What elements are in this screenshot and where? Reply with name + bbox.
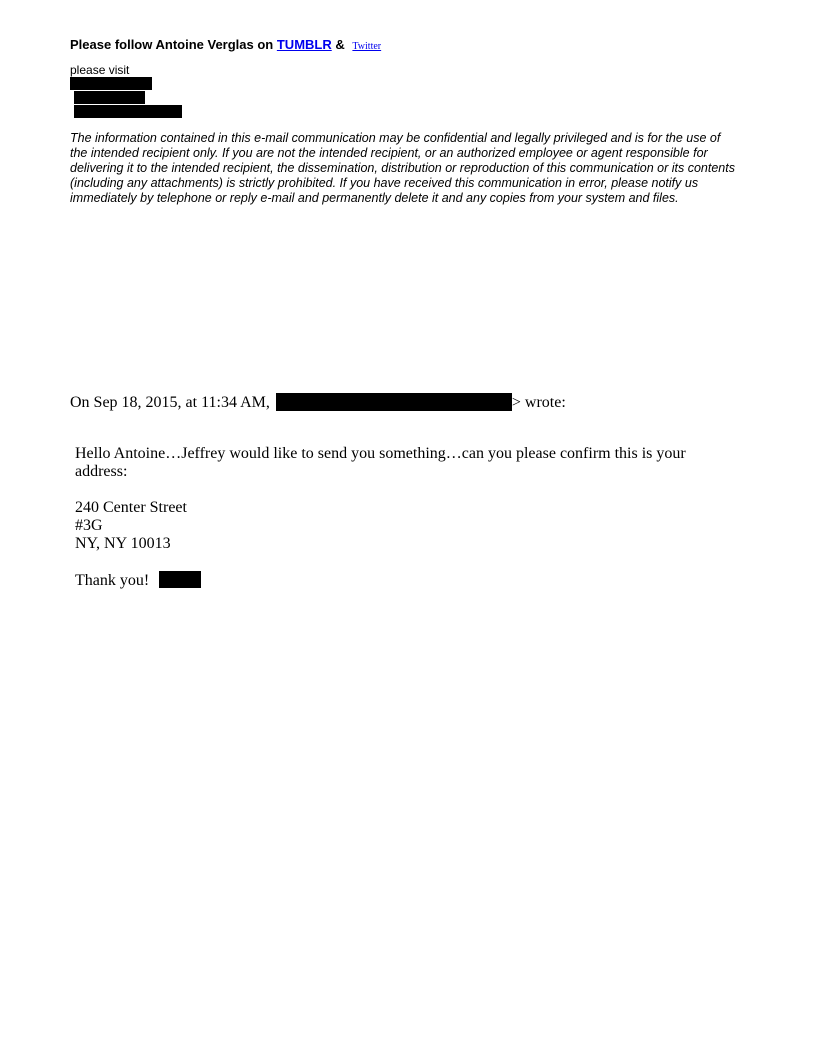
redaction-sender	[276, 393, 512, 411]
message-greeting: Hello Antoine…Jeffrey would like to send you something…can you please confirm this is your address:	[75, 445, 686, 480]
quoted-wrote: > wrote:	[511, 394, 566, 411]
follow-line	[70, 37, 381, 52]
ampersand: &	[335, 37, 345, 52]
redaction-block-1	[70, 77, 152, 90]
quoted-header	[70, 393, 566, 412]
thanks-text: Thank you!	[75, 572, 150, 589]
redaction-signature	[159, 571, 201, 588]
message-signoff	[75, 571, 201, 590]
twitter-link[interactable]: Twitter	[352, 41, 382, 52]
follow-prefix: Please follow Antoine Verglas on	[70, 37, 274, 52]
redaction-block-3	[74, 105, 182, 118]
quoted-date: On Sep 18, 2015, at 11:34 AM,	[70, 394, 270, 411]
address-line-3: NY, NY 10013	[75, 535, 171, 552]
redaction-block-2	[74, 91, 145, 104]
confidentiality-disclaimer: The information contained in this e-mail communication may be confidential and legally privileged and is for the use of the intended recipient only. If you are not the intended recipient, or an authorized employee or agent responsible for delivering it to the intended recipient, the dissemination, distribution or reproduction of this communication or its contents (including any attachments) is strictly prohibited. If you have received this communication in error, please notify us immediately by telephone or reply e-mail and permanently delete it and any copies from your system and files.	[70, 131, 735, 205]
tumblr-link[interactable]: TUMBLR	[276, 37, 332, 52]
address-line-2: #3G	[75, 517, 103, 534]
address-line-1: 240 Center Street	[75, 499, 187, 516]
please-visit-label: please visit	[70, 63, 130, 77]
